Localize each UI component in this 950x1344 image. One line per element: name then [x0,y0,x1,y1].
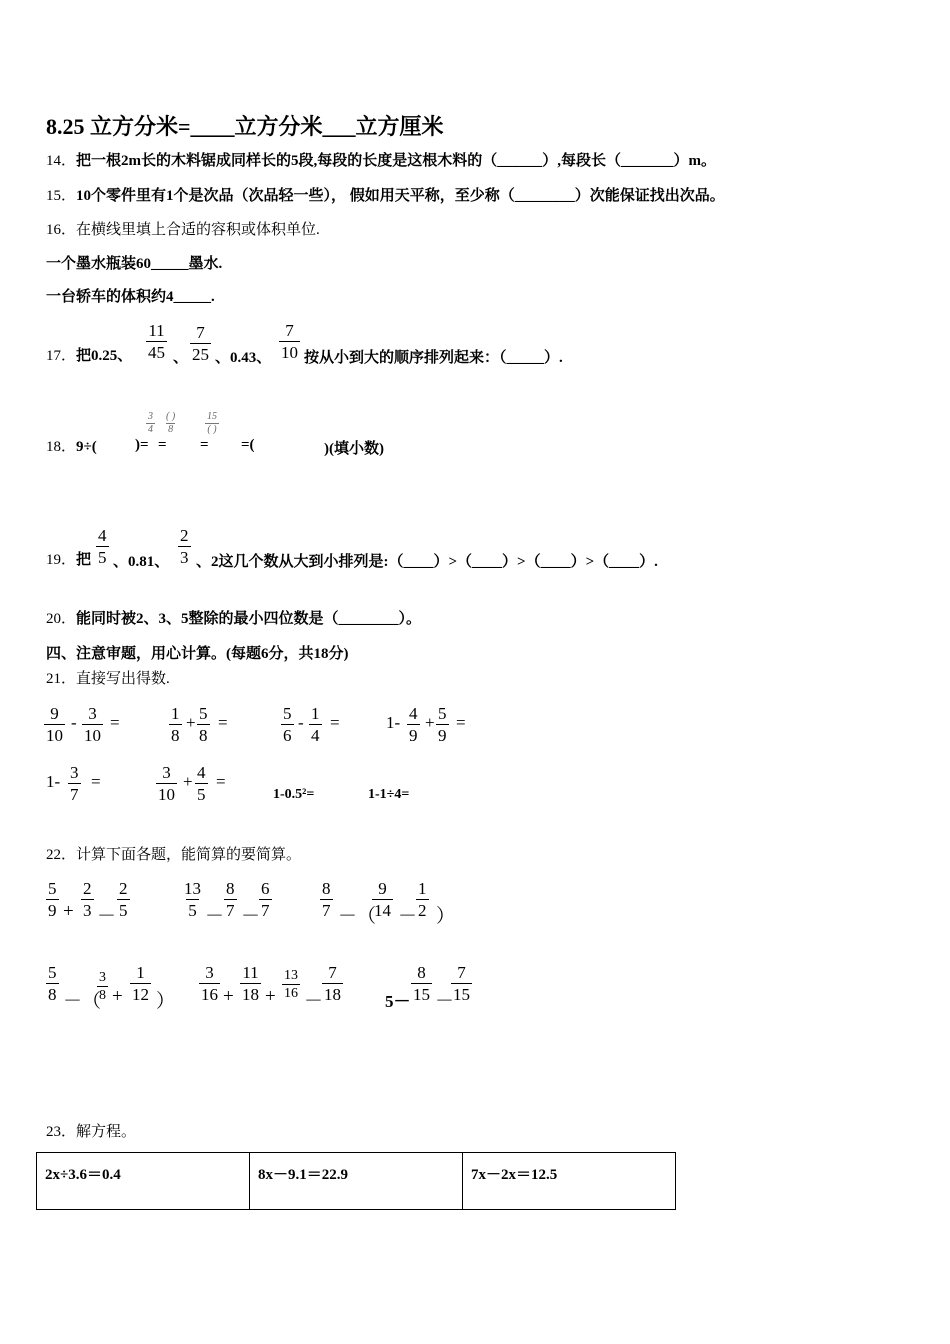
question-16 [46,220,320,240]
question-number: 19． [46,552,77,568]
operator: + [183,772,193,791]
fraction: $\frac{3}{10}$ [158,763,175,804]
fraction: $\frac{7}{15}$ [453,963,470,1004]
operator: + [112,986,123,1007]
question-number: 14． [46,153,77,169]
question-number: 22． [46,847,77,863]
operator: + [63,901,74,922]
equation-cell: 8x－9.1＝22.9 [250,1153,463,1210]
question-20: 20．能同时被2、3、5整除的最小四位数是（________）。 [46,611,422,627]
operator: ） [156,991,176,1012]
question-number: 16． [46,222,77,238]
operator: ） [436,906,456,927]
question-22: 22．计算下面各题，能简算的要简算。 [46,847,302,863]
equals: = [218,713,228,732]
question-text: 把一根2m长的木料锯成同样长的5段,每段的长度是这根木料的（______）,每段长（_______）m。 [76,153,717,169]
question-text: 按从小到大的顺序排列起来：（_____）. [304,350,563,366]
operator: －（ [63,991,102,1012]
fraction: $\frac{13}{5}$ [184,879,201,920]
section-heading: 四、注意审题，用心计算。(每题6分，共18分) [46,646,349,662]
fraction: $\frac{7}{25}$ [192,323,209,364]
equals: = [110,713,120,732]
fraction: $\frac{2}{3}$ [180,526,189,567]
fraction: $\frac{5}{8}$ [199,704,208,745]
question-number: 17． [46,348,77,364]
fraction: $\frac{7}{18}$ [324,963,341,1004]
fraction-image: ( ) 8 [166,411,176,435]
fraction: $\frac{9}{10}$ [46,704,63,745]
fraction: $\frac{4}{5}$ [197,763,206,804]
separator: 、0.43、 [215,350,272,366]
operator: - [298,713,304,732]
operator: － [304,991,324,1012]
fraction: $\frac{8}{7}$ [226,879,235,920]
operator: － [435,991,455,1012]
fraction: $\frac{1}{8}$ [171,704,180,745]
fraction: $\frac{2}{3}$ [83,879,92,920]
fraction: $\frac{2}{5}$ [119,879,128,920]
equals: = [91,772,101,791]
fraction: $\frac{8}{15}$ [413,963,430,1004]
question-number: 15． [46,188,77,204]
equation-cell: 2x÷3.6＝0.4 [37,1153,250,1210]
fraction: $\frac{1}{2}$ [418,879,427,920]
question-21: 21．直接写出得数. [46,671,170,687]
equals: = [158,437,167,453]
prefix: 1- [46,772,61,791]
question-text: 10个零件里有1个是次品（次品轻一些）， 假如用天平称，至少称（________）次能保证找出次品。 [76,188,725,204]
operator: + [425,713,435,732]
equals: = [216,772,226,791]
operator: － [205,906,225,927]
operator: － [241,906,261,927]
fraction: $\frac{3}{7}$ [70,763,79,804]
equals: =( [241,437,255,453]
page-title: 8.25 立方分米=____立方分米___立方厘米 [46,114,444,139]
fraction: $\frac{8}{7}$ [322,879,331,920]
fraction: $\frac{4}{5}$ [98,526,107,567]
fraction: $\frac{5}{9}$ [48,879,57,920]
fraction: $\frac{5}{8}$ [48,963,57,1004]
question-19: 19．把 [46,552,92,568]
operator: + [223,986,234,1007]
question-number: 21． [46,671,77,687]
question-17 [46,346,132,366]
calc-item: 1-1÷4= [368,787,410,802]
fraction: $\frac{11}{45}$ [148,321,165,362]
fraction: $\frac{13}{16}$ [284,968,298,1001]
question-18: 18．9÷( [46,439,97,455]
fraction: $\frac{5}{9}$ [438,704,447,745]
equals: )= [135,437,149,453]
question-23: 23．解方程。 [46,1124,137,1140]
question-text: 、0.81、 [113,554,170,570]
equation-cell: 7x－2x＝12.5 [463,1153,676,1210]
calc-item: 1-0.5²= [273,787,315,802]
operator: + [186,713,196,732]
fraction: $\frac{5}{6}$ [283,704,292,745]
fraction: $\frac{3}{8}$ [99,970,106,1003]
fraction-image: $\frac{3}{4}$ [148,411,153,435]
question-text: 在横线里填上合适的容积或体积单位. [76,222,320,238]
fraction: $\frac{1}{4}$ [311,704,320,745]
prefix: 5－ [385,992,411,1011]
fraction: $\frac{6}{7}$ [261,879,270,920]
question-text: 、2这几个数从大到小排列是:（____）>（____）>（____）>（____）. [196,554,658,570]
fraction: $\frac{7}{10}$ [281,321,298,362]
question-number: 23． [46,1124,77,1140]
prefix: 1- [386,713,401,732]
operator: - [71,713,77,732]
fraction: $\frac{3}{16}$ [201,963,218,1004]
question-number: 20． [46,611,77,627]
operator: － [398,906,418,927]
separator: 、 [173,350,189,366]
operator: + [265,986,276,1007]
fraction-image: 15 ( ) [207,411,217,435]
question-text: 把0.25、 [76,348,133,364]
equals: = [330,713,340,732]
equals: = [200,437,209,453]
fraction: $\frac{1}{12}$ [132,963,149,1004]
fraction: $\frac{9}{14}$ [374,879,391,920]
question-16-line-2: 一台轿车的体积约4_____. [46,289,215,305]
equation-table [36,1152,676,1210]
operator: － [97,906,117,927]
operator: －（ [338,906,377,927]
question-text: )(填小数) [324,441,384,457]
question-15 [46,186,725,206]
question-number: 18． [46,439,77,455]
fraction: $\frac{11}{18}$ [242,963,259,1004]
fraction: $\frac{4}{9}$ [409,704,418,745]
fraction: $\frac{3}{10}$ [84,704,101,745]
question-16-line-1: 一个墨水瓶装60_____墨水. [46,256,223,272]
question-14 [46,151,716,171]
equals: = [456,713,466,732]
